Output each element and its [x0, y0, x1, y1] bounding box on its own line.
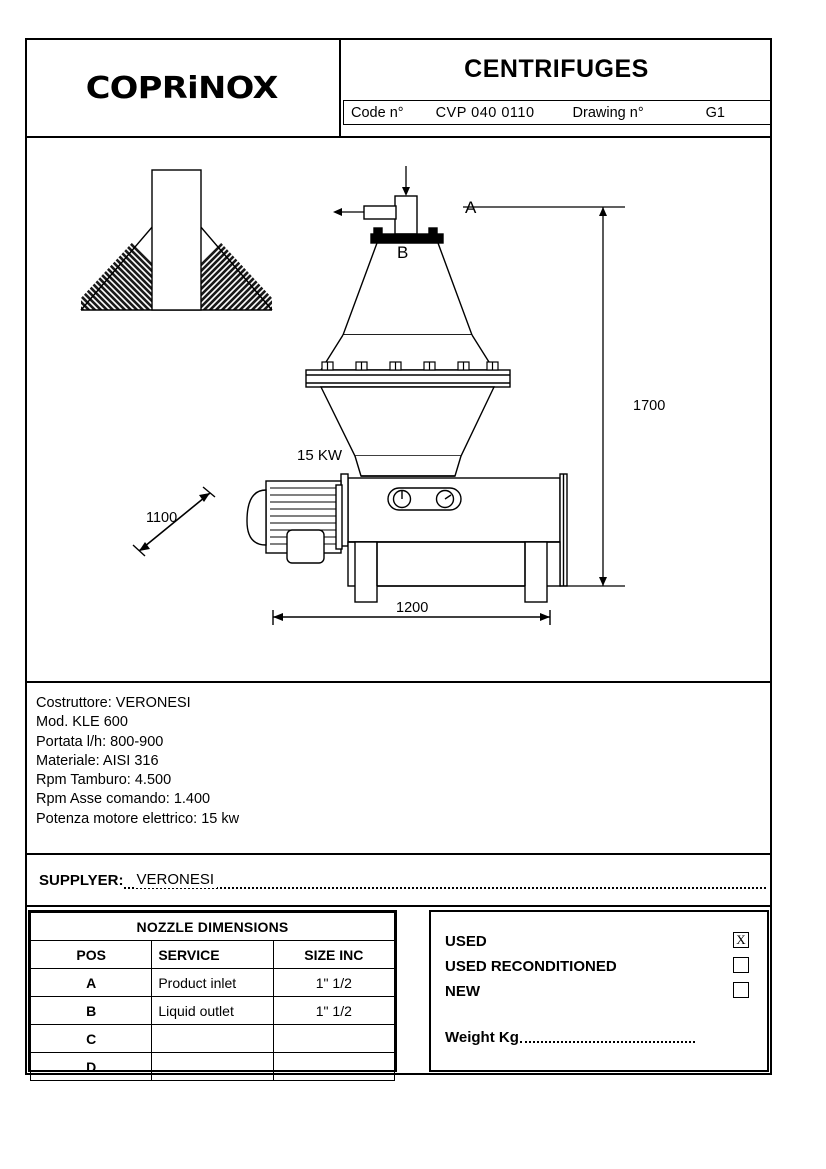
cell-size: 1" 1/2 — [273, 969, 394, 997]
condition-option-used[interactable] — [445, 929, 767, 954]
code-value: CVP 040 0110 — [435, 104, 535, 121]
nozzle-table-title: NOZZLE DIMENSIONS — [31, 913, 395, 941]
clamp-ring — [306, 370, 510, 387]
motor-power-label: 15 KW — [297, 447, 343, 464]
spec-line: Rpm Asse comando: 1.400 — [36, 791, 211, 808]
table-row — [31, 1025, 395, 1053]
cell-pos: B — [31, 997, 152, 1025]
dimension-diagonal: 1100 — [146, 510, 178, 526]
sight-glass-panel — [388, 488, 461, 510]
supplier-field[interactable] — [124, 870, 772, 890]
company-logo: COPRiNOX — [85, 70, 279, 106]
weight-dotted-rule — [520, 1041, 695, 1043]
supplier-dotted-rule — [124, 887, 766, 889]
bottom-panels — [25, 907, 772, 1075]
bowl-bottom-cone — [321, 387, 494, 456]
code-label: Code n° — [351, 104, 404, 121]
condition-label: USED — [445, 933, 487, 950]
supplier-value: VERONESI — [136, 871, 217, 888]
document-title-cell — [341, 38, 772, 100]
spec-line: Mod. KLE 600 — [36, 714, 128, 731]
header-pos: POS — [31, 941, 152, 969]
callout-label-a: A — [465, 198, 477, 217]
supplier-band — [25, 855, 772, 907]
drawing-number-label: Drawing n° — [572, 104, 644, 121]
table-row — [31, 1053, 395, 1081]
title-block-header — [25, 38, 772, 138]
cell-size — [273, 1053, 394, 1081]
table-title-row — [31, 913, 395, 941]
specifications-block — [25, 683, 772, 855]
nozzle-dimensions-panel — [28, 910, 397, 1075]
drawing-number-value: G1 — [705, 104, 725, 121]
condition-panel — [429, 910, 769, 1072]
electric-motor — [247, 481, 342, 563]
checkbox-new[interactable] — [733, 982, 749, 998]
cell-size — [273, 1025, 394, 1053]
nozzle-table — [30, 912, 395, 1081]
cell-service — [152, 1025, 273, 1053]
checkbox-used-reconditioned[interactable] — [733, 957, 749, 973]
dimension-width: 1200 — [396, 600, 429, 616]
spec-line: Rpm Tamburo: 4.500 — [36, 772, 172, 789]
checkbox-used[interactable]: X — [733, 932, 749, 948]
condition-label: NEW — [445, 983, 480, 1000]
spec-line: Potenza motore elettrico: 15 kw — [36, 810, 240, 827]
page-title: CENTRIFUGES — [464, 54, 649, 83]
spec-line: Portata l/h: 800-900 — [36, 733, 164, 750]
cell-pos: A — [31, 969, 152, 997]
spec-line: Costruttore: VERONESI — [36, 695, 191, 711]
cell-service — [152, 1053, 273, 1081]
code-row — [343, 100, 772, 125]
callout-label-b: B — [397, 243, 409, 262]
dimension-height: 1700 — [633, 398, 666, 414]
condition-option-used-reconditioned[interactable] — [445, 954, 767, 979]
table-row — [31, 997, 395, 1025]
cell-service: Liquid outlet — [152, 997, 273, 1025]
company-logo-cell — [25, 38, 341, 138]
weight-label: Weight Kg — [445, 1029, 519, 1046]
cell-pos: C — [31, 1025, 152, 1053]
supplier-label: SUPPLYER: — [39, 871, 124, 889]
technical-drawing-area — [25, 138, 772, 683]
distributor-tube — [152, 170, 201, 310]
leg-right — [525, 542, 547, 602]
condition-label: USED RECONDITIONED — [445, 958, 617, 975]
spec-line: Materiale: AISI 316 — [36, 752, 159, 769]
condition-option-new[interactable] — [445, 979, 767, 1004]
cell-service: Product inlet — [152, 969, 273, 997]
bowl-neck — [355, 456, 461, 476]
leg-left — [355, 542, 377, 602]
table-header-row — [31, 941, 395, 969]
inlet-nozzle-a — [395, 196, 417, 234]
outlet-nozzle-b — [364, 206, 396, 219]
table-row — [31, 969, 395, 997]
header-size: SIZE INC — [273, 941, 394, 969]
cell-pos: D — [31, 1053, 152, 1081]
weight-field[interactable] — [445, 1029, 767, 1046]
cell-size: 1" 1/2 — [273, 997, 394, 1025]
header-service: SERVICE — [152, 941, 273, 969]
